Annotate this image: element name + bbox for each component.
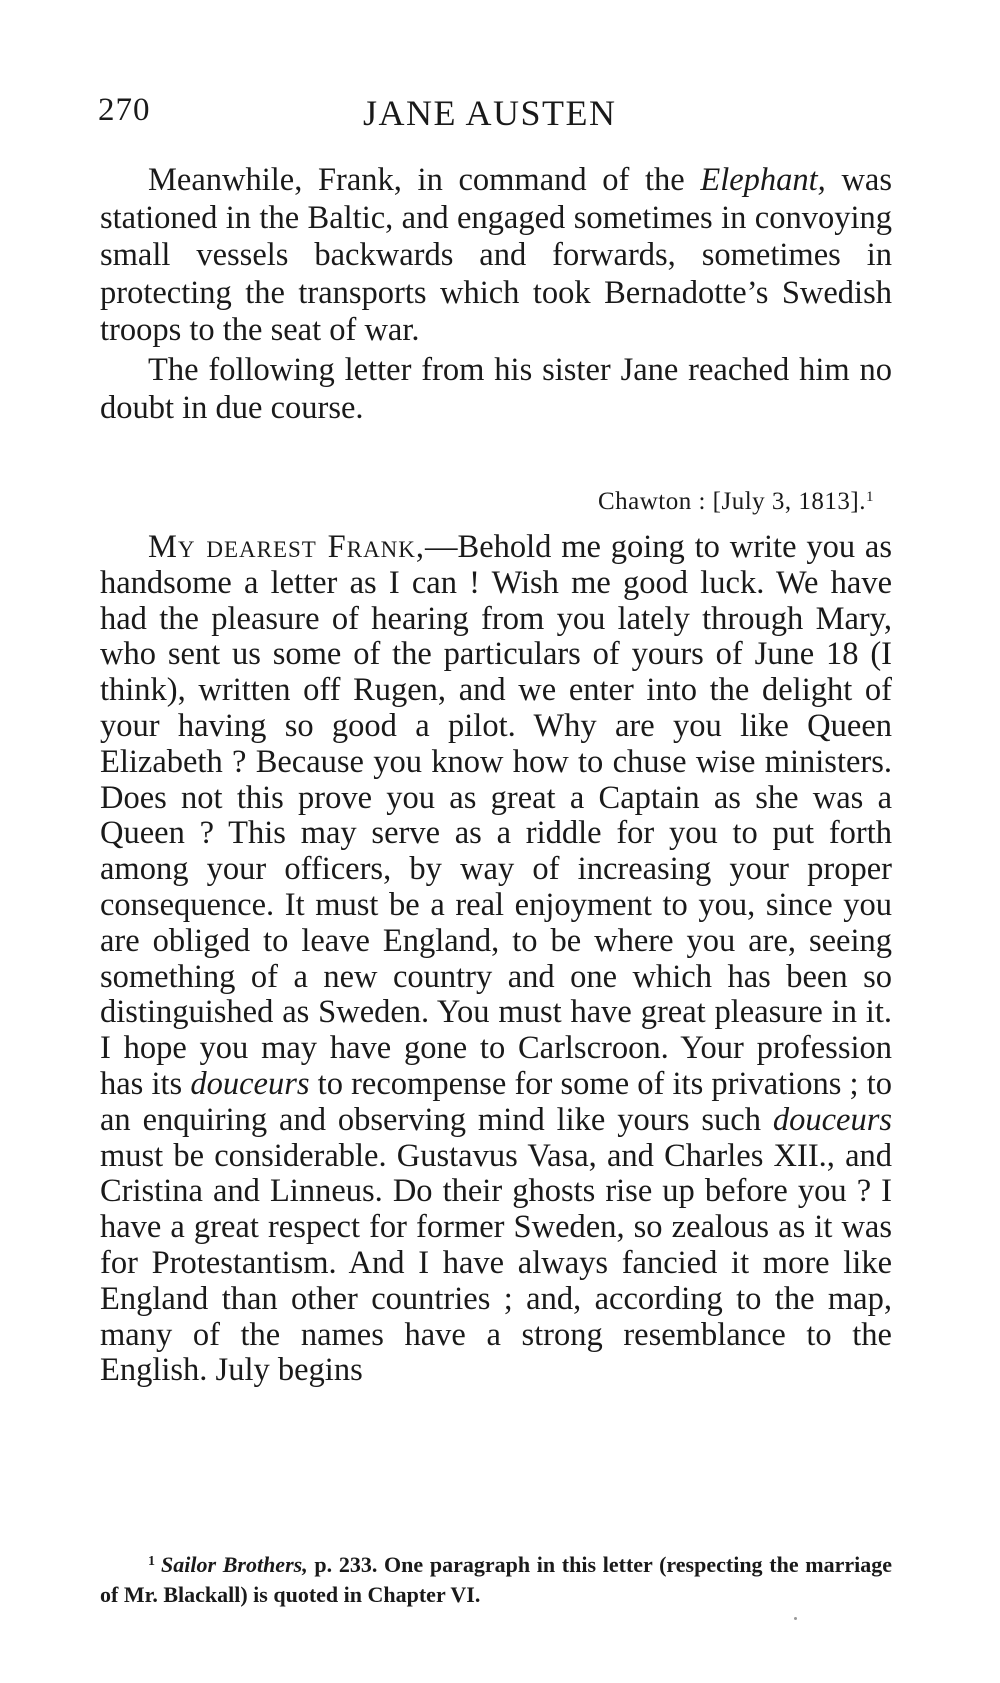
footnote-marker: 1 [148,1554,155,1569]
footnote-text: p. 233. One paragraph in this letter (respecting the marriage of Mr. Blackall) is quoted in Chapter VI. [100,1552,893,1607]
letter-text-part-1: —Behold me going to write you as handsome a letter as I can ! Wish me good luck. We have had the pleasure of hearing from you lately through Mary, who sent us some of the particulars of yours of June 18 (I think), written off Rugen, and we enter into the delight of your having so good a pilot. Why are you like Queen Elizabeth ? Because you know how to chuse wise ministers. Does not this prove you as great a Captain as she was a Queen ? This may serve as a riddle for you to put forth among your officers, by way of increasing your proper consequence. It must be a real enjoyment to you, since you are obliged to leave England, to be where you are, seeing something of a new country and one which has been so distinguished as Sweden. You must have great pleasure in it. I hope you may have gone to Carlscroon. Your profession has its [100,529,892,1102]
running-title: JANE AUSTEN [363,93,617,133]
intro-paragraph-2: The following letter from his sister Jane reached him no doubt in due course. [100,352,892,426]
ship-name: Elephant, [700,162,826,198]
footnote-reference: 1 [866,489,874,505]
italic-douceurs-1: douceurs [190,1065,310,1102]
italic-douceurs-2: douceurs [772,1101,892,1138]
letter-body [100,530,892,1389]
intro-paragraph-1 [100,162,892,350]
paper-speck [794,1617,797,1620]
footnote [100,1547,892,1610]
dateline-text: Chawton : [July 3, 1813]. [597,488,866,515]
letter-dateline [598,488,874,516]
running-head [98,92,888,142]
letter-text-part-2: to recompense for some of its privations ; to an enquiring and observing mind like yours such [100,1065,892,1138]
letter-salutation: My dearest Frank, [148,529,426,565]
letter-text-part-3: must be considerable. Gustavus Vasa, and Charles XII., and Cristina and Linneus. Do their ghosts rise up before you ? I have a great respect for former Sweden, so zealous as it was for Protestantism. And I have always fancied it more like England than other countries ; and, according to the map, many of the names have a strong resemblance to the English. July begins [100,1137,892,1389]
intro-text-start: Meanwhile, Frank, in command of the [148,162,701,198]
footnote-source-title: Sailor Brothers, [161,1552,308,1577]
page-number: 270 [98,92,151,128]
intro-text-end: was stationed in the Baltic, and engaged sometimes in convoying small vessels backwards and forwards, sometimes in protecting the transports which took Bernadotte’s Swedish troops to the seat of war. [100,162,892,348]
